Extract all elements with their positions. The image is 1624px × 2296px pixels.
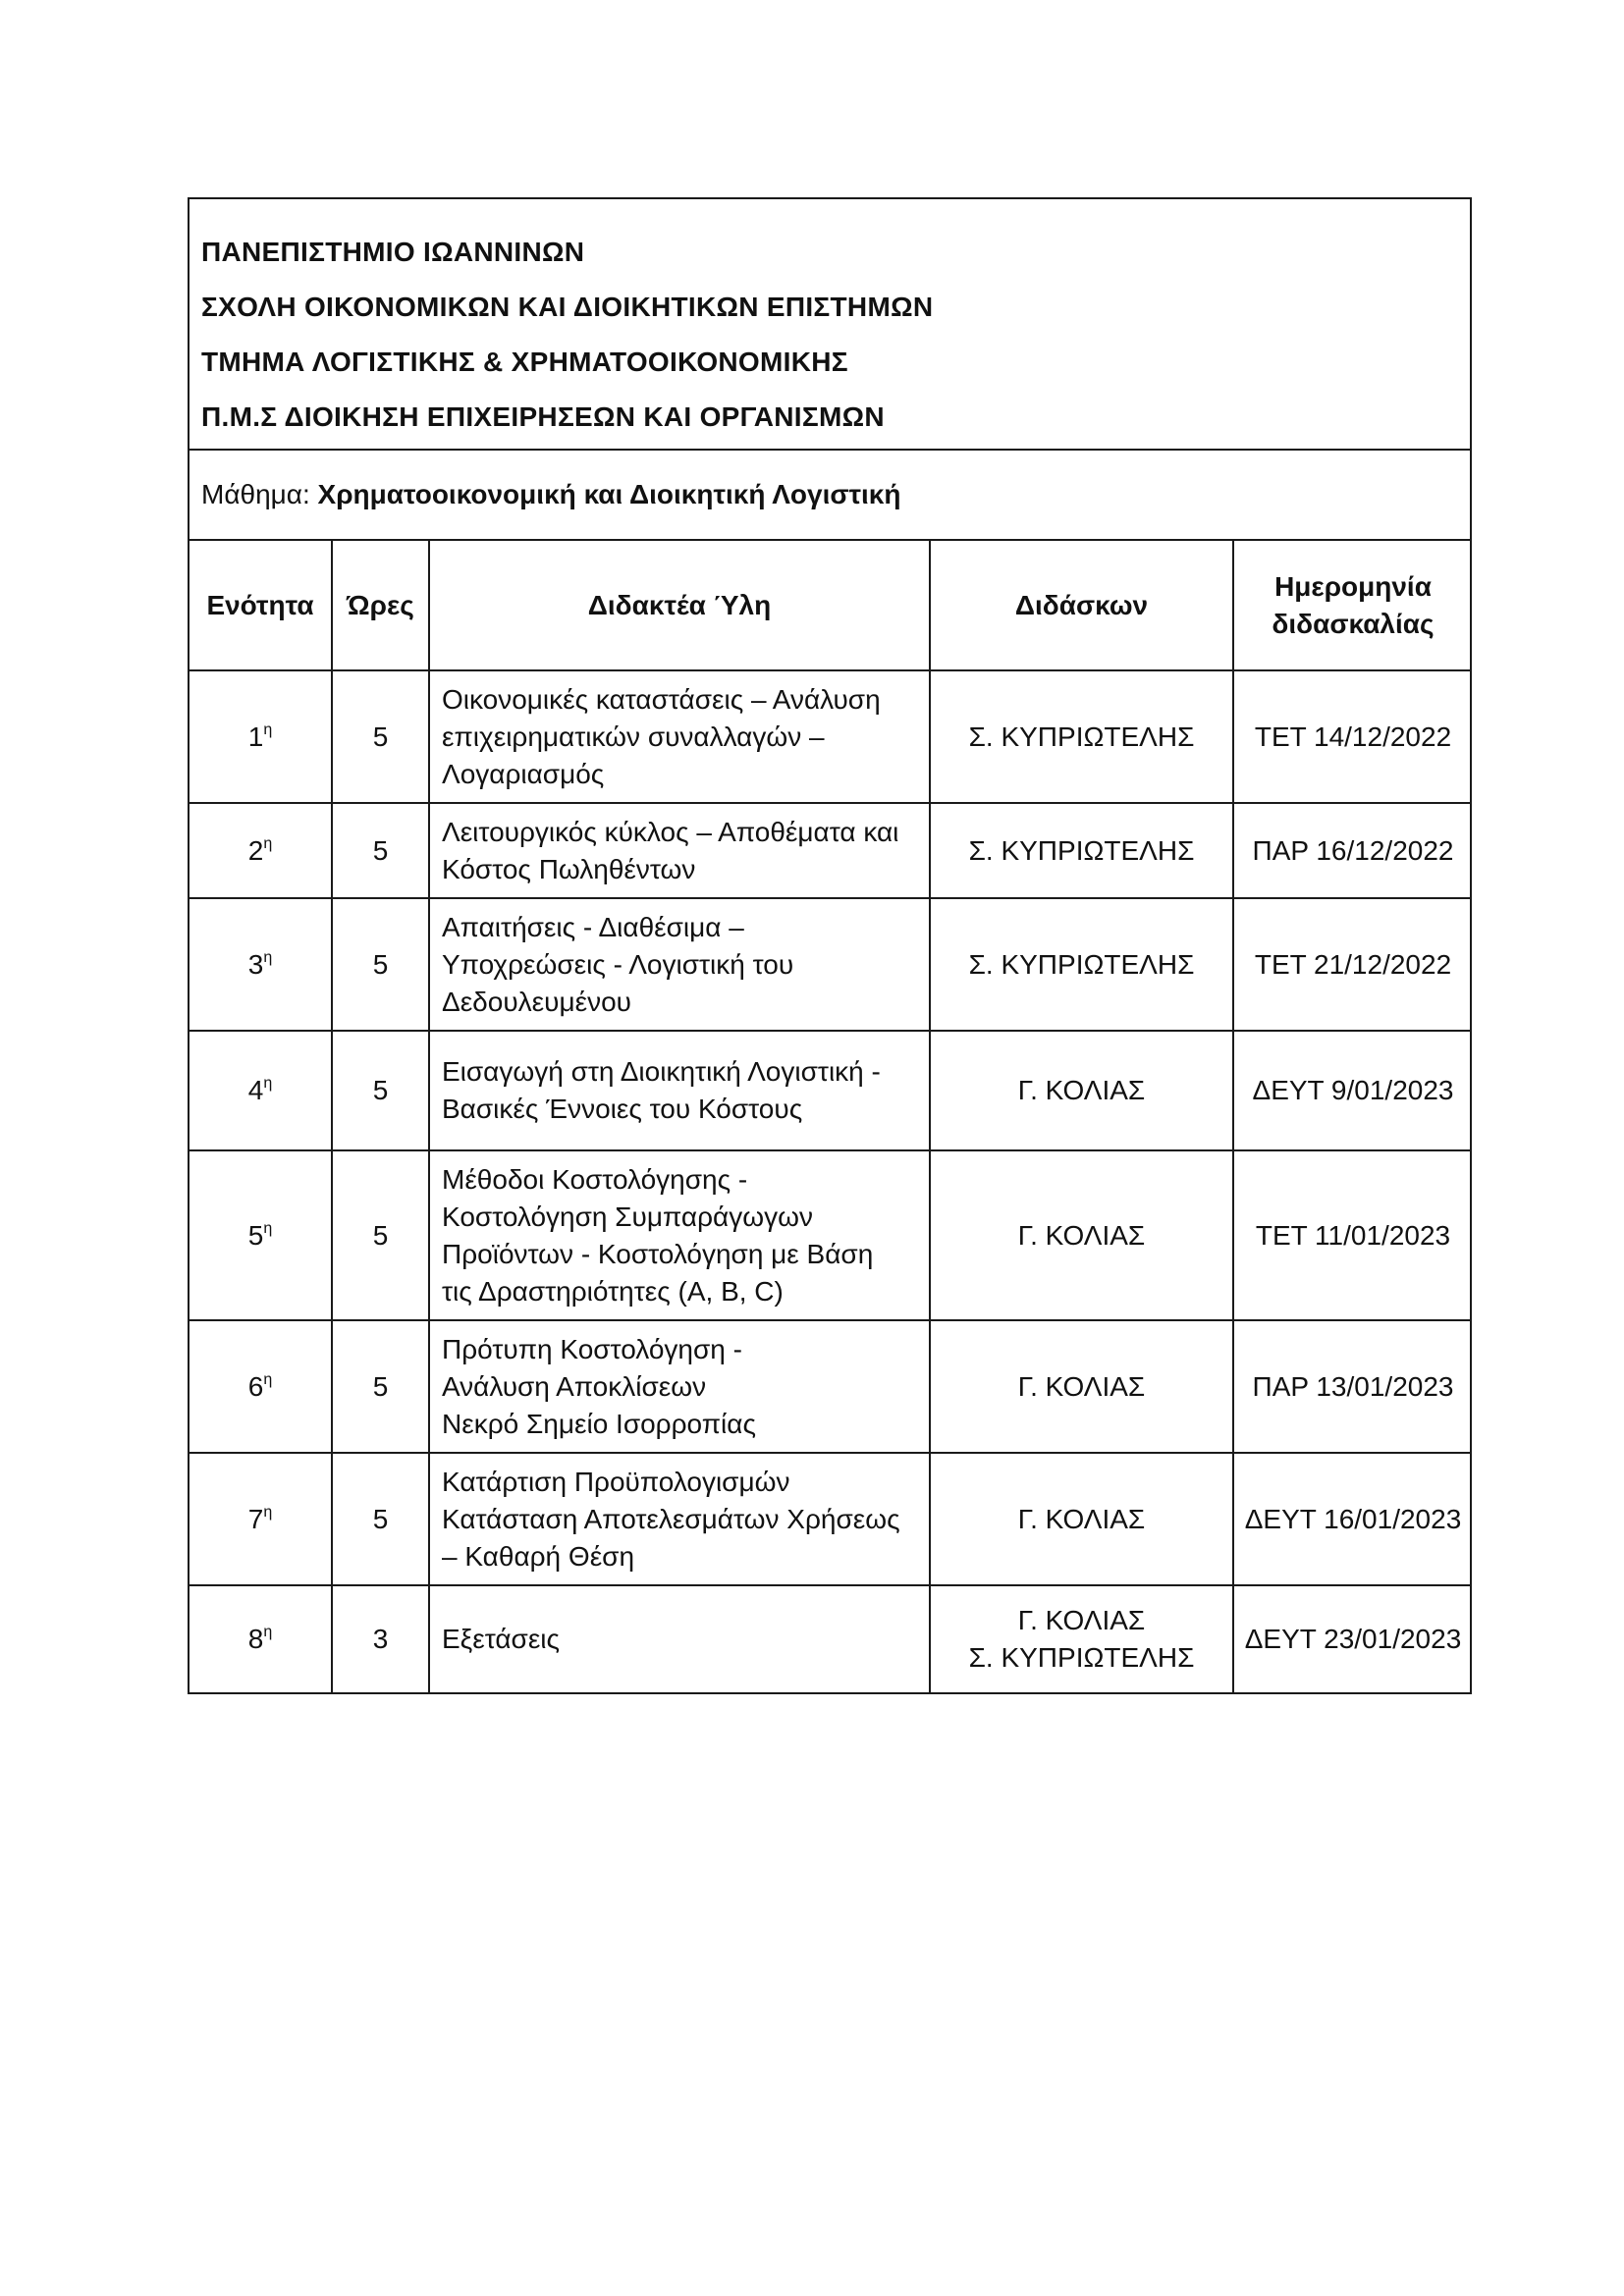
material-cell <box>429 898 930 1031</box>
table-row <box>189 803 1472 898</box>
material-line: Βασικές Έννοιες του Κόστους <box>442 1094 803 1124</box>
instructor-name: Σ. ΚΥΠΡΙΩΤΕΛΗΣ <box>968 948 1195 980</box>
header-date-line2: διδασκαλίας <box>1272 608 1435 639</box>
instructor-cell <box>930 803 1233 898</box>
material-line: Πρότυπη Κοστολόγηση - <box>442 1333 742 1364</box>
header-date-line1: Ημερομηνία <box>1274 570 1432 602</box>
instructor-name: Γ. ΚΟΛΙΑΣ <box>1017 1503 1146 1534</box>
material-line: Κοστολόγηση Συμπαράγωγων <box>442 1201 813 1232</box>
institution-header <box>189 199 1470 451</box>
unit-ordinal-suffix: η <box>263 1370 273 1388</box>
date-cell: ΤΕΤ 21/12/2022 <box>1233 898 1472 1031</box>
course-label: Μάθημα: <box>201 479 310 509</box>
unit-number: 4 <box>247 1075 264 1105</box>
table-row <box>189 1585 1472 1692</box>
unit-ordinal-suffix: η <box>263 948 273 966</box>
unit-ordinal-suffix: η <box>263 1075 273 1092</box>
material-line: Λογαριασμός <box>442 758 605 789</box>
course-row <box>189 451 1470 541</box>
material-line: Λειτουργικός κύκλος – Αποθέματα και <box>442 816 899 847</box>
department-name: ΤΜΗΜΑ ΛΟΓΙΣΤΙΚΗΣ & ΧΡΗΜΑΤΟΟΙΚΟΝΟΜΙΚΗΣ <box>201 347 848 377</box>
unit-cell <box>189 1453 332 1585</box>
unit-number: 5 <box>247 1219 264 1251</box>
hours-cell: 5 <box>332 803 429 898</box>
unit-ordinal-suffix: η <box>263 1624 273 1640</box>
date-cell: ΤΕΤ 14/12/2022 <box>1233 670 1472 803</box>
table-row <box>189 1453 1472 1585</box>
unit-ordinal-suffix: η <box>263 1503 273 1521</box>
schedule-table <box>189 541 1472 1692</box>
hours-cell: 3 <box>332 1585 429 1692</box>
material-line: Δεδουλευμένου <box>442 986 631 1017</box>
material-cell <box>429 1150 930 1320</box>
instructor-name: Γ. ΚΟΛΙΑΣ <box>1017 1370 1146 1402</box>
material-cell <box>429 1031 930 1150</box>
instructor-cell <box>930 670 1233 803</box>
unit-cell <box>189 803 332 898</box>
instructor-name: Γ. ΚΟΛΙΑΣ <box>1017 1219 1146 1251</box>
instructor-name: Σ. ΚΥΠΡΙΩΤΕΛΗΣ <box>968 1642 1195 1673</box>
unit-ordinal-suffix: η <box>263 721 273 738</box>
table-row <box>189 1031 1472 1150</box>
schedule-document <box>188 197 1472 1694</box>
material-line: Οικονομικές καταστάσεις – Ανάλυση <box>442 683 881 715</box>
instructor-cell <box>930 1320 1233 1453</box>
material-cell <box>429 1585 930 1692</box>
date-cell: ΔΕΥΤ 23/01/2023 <box>1244 1624 1462 1654</box>
date-cell: ΠΑΡ 16/12/2022 <box>1233 803 1472 898</box>
material-line: – Καθαρή Θέση <box>442 1540 635 1572</box>
unit-cell <box>189 1031 332 1150</box>
hours-cell: 5 <box>332 670 429 803</box>
unit-cell <box>189 1150 332 1320</box>
date-cell: ΠΑΡ 13/01/2023 <box>1233 1320 1472 1453</box>
unit-number: 8 <box>247 1624 264 1654</box>
unit-number: 7 <box>247 1503 264 1534</box>
unit-cell <box>189 670 332 803</box>
date-cell: ΤΕΤ 11/01/2023 <box>1233 1150 1472 1320</box>
instructor-cell <box>930 1453 1233 1585</box>
instructor-cell <box>930 1150 1233 1320</box>
header-instructor: Διδάσκων <box>930 541 1233 670</box>
table-row <box>189 670 1472 803</box>
date-cell: ΔΕΥΤ 9/01/2023 <box>1233 1031 1472 1150</box>
material-cell <box>429 803 930 898</box>
material-line: Προϊόντων - Κοστολόγηση με Βάση <box>442 1238 874 1269</box>
school-name: ΣΧΟΛΗ ΟΙΚΟΝΟΜΙΚΩΝ ΚΑΙ ΔΙΟΙΚΗΤΙΚΩΝ ΕΠΙΣΤΗΜΩΝ <box>201 292 934 322</box>
table-header-row <box>189 541 1472 670</box>
material-line: Απαιτήσεις - Διαθέσιμα – <box>442 911 744 942</box>
unit-ordinal-suffix: η <box>263 834 273 852</box>
material-line: επιχειρηματικών συναλλαγών – <box>442 721 825 752</box>
unit-cell <box>189 1585 332 1692</box>
instructor-cell <box>930 898 1233 1031</box>
header-unit: Ενότητα <box>189 541 332 670</box>
material-line: Κατάρτιση Προϋπολογισμών <box>442 1466 790 1497</box>
unit-number: 1 <box>247 721 264 752</box>
material-line: Κόστος Πωληθέντων <box>442 853 696 884</box>
unit-cell <box>189 1320 332 1453</box>
course-name: Χρηματοοικονομική και Διοικητική Λογιστική <box>317 479 901 509</box>
instructor-name: Γ. ΚΟΛΙΑΣ <box>1017 1605 1146 1635</box>
unit-cell <box>189 898 332 1031</box>
unit-ordinal-suffix: η <box>263 1219 273 1237</box>
material-line: Εισαγωγή στη Διοικητική Λογιστική - <box>442 1056 881 1087</box>
material-cell <box>429 1320 930 1453</box>
instructor-name: Γ. ΚΟΛΙΑΣ <box>1017 1075 1146 1105</box>
university-name: ΠΑΝΕΠΙΣΤΗΜΙΟ ΙΩΑΝΝΙΝΩΝ <box>201 237 585 267</box>
table-row <box>189 1150 1472 1320</box>
hours-cell: 5 <box>332 1150 429 1320</box>
instructor-name: Σ. ΚΥΠΡΙΩΤΕΛΗΣ <box>968 721 1195 752</box>
header-date <box>1233 541 1472 670</box>
table-row <box>189 1320 1472 1453</box>
unit-number: 6 <box>247 1370 264 1402</box>
instructor-cell <box>930 1585 1233 1692</box>
hours-cell: 5 <box>332 1320 429 1453</box>
unit-number: 2 <box>247 834 264 866</box>
material-line: Κατάσταση Αποτελεσμάτων Χρήσεως <box>442 1503 900 1534</box>
table-body <box>189 670 1472 1692</box>
material-cell <box>429 1453 930 1585</box>
material-line: Ανάλυση Αποκλίσεων <box>442 1370 707 1402</box>
hours-cell: 5 <box>332 1031 429 1150</box>
header-hours: Ώρες <box>332 541 429 670</box>
material-line: τις Δραστηριότητες (A, B, C) <box>442 1275 784 1307</box>
material-cell <box>429 670 930 803</box>
instructor-name: Σ. ΚΥΠΡΙΩΤΕΛΗΣ <box>968 834 1195 866</box>
instructor-cell <box>930 1031 1233 1150</box>
material-line: Νεκρό Σημείο Ισορροπίας <box>442 1408 756 1439</box>
material-line: Μέθοδοι Κοστολόγησης - <box>442 1163 748 1195</box>
hours-cell: 5 <box>332 898 429 1031</box>
hours-cell: 5 <box>332 1453 429 1585</box>
program-name: Π.Μ.Σ ΔΙΟΙΚΗΣΗ ΕΠΙΧΕΙΡΗΣΕΩΝ ΚΑΙ ΟΡΓΑΝΙΣΜΩΝ <box>201 401 885 432</box>
material-line: Εξετάσεις <box>442 1624 561 1654</box>
date-cell: ΔΕΥΤ 16/01/2023 <box>1233 1453 1472 1585</box>
unit-number: 3 <box>247 948 264 980</box>
table-row <box>189 898 1472 1031</box>
header-material: Διδακτέα Ύλη <box>429 541 930 670</box>
material-line: Υποχρεώσεις - Λογιστική του <box>442 948 794 980</box>
